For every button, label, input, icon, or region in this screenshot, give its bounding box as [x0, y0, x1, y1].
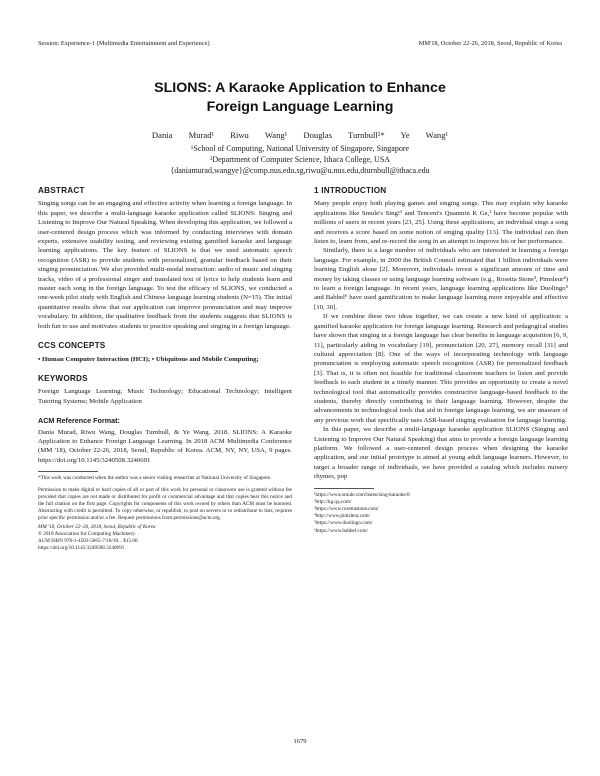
ccs-text: • Human Computer Interaction (HCI); • Ubiquitous and Mobile Computing; — [38, 355, 259, 363]
footnote-5: ⁵https://www.duolingo.com/ — [314, 520, 373, 527]
left-column — [38, 186, 292, 552]
intro-paragraph-2: Similarly, there is a large number of individuals who are interested in learning a foreign language. For example, in 2000 the British Council estimated that 1 billion individuals were learning English alone [2]. Moreover, individuals invest a significant amount of time and money by taking classes or using language learning software (e.g., Rosetta Stone³, Pimsleur⁴) to learn a foreign language. In recent years, language learning applications like Duolingo⁵ and Babbel⁶ have used gamification to make language learning more enjoyable and effective [10, 30]. — [314, 247, 568, 311]
title-line-1: SLIONS: A Karaoke Application to Enhance — [154, 80, 446, 96]
title-line-2: Foreign Language Learning — [206, 99, 394, 115]
right-column — [314, 186, 568, 535]
acm-ref-text: Dania Murad, Riwu Wang, Douglas Turnbull, & Ye Wang. 2018. SLIONS: A Karaoke Application to Enhance Foreign Language Learning. In 2018 ACM Multimedia Conference (MM '18), October 22-26, 2018, Seoul, Republic of Korea. ACM, NY, NY, USA, 9 pages. https://doi.org/10.1145/3240508.3240691 — [38, 428, 292, 464]
footnote-3: ³https://www.rosettastone.com/ — [314, 506, 379, 512]
abstract-text: Singing songs can be an engaging and effective activity when learning a foreign language. In this paper, we describe a multi-language karaoke application called SLIONS: Singing and Listening to Improve Our Natural Speaking. When developing this application, we followed a user-centered design process which was informed by conducting interviews with domain experts, extensive usability testing, and reviewing existing gamified karaoke and language learning applications. The key feature of SLIONS is that we used automatic speech recognition (ASR) to provide students with personalized, granular feedback based on their singing pronunciation. We also provided multi-modal instruction: audio of music and singing tracks, video of a professional singer and translated text of lyrics to help students learn and master each song in the foreign language. To test the efficacy of SLIONS, we conducted a one-week pilot study with English and Chinese language learning students (N=15). The initial quantitative results show that our application can improve pronunciation and may improve vocabulary. In addition, the qualitative feedback from the students suggests that SLIONS is both fun to use and motivates students to practice speaking and singing in a foreign language. — [38, 200, 292, 330]
author-footnote: *This work was conducted when the author was a senior visiting researcher at National University of Singapore. — [38, 475, 272, 482]
intro-heading: 1 INTRODUCTION — [314, 186, 387, 195]
paper-title — [40, 79, 560, 117]
pub-venue: MM '18, October 22–26, 2018, Seoul, Republic of Korea — [38, 524, 156, 531]
page-number: 1679 — [293, 738, 307, 745]
ccs-heading: CCS CONCEPTS — [38, 341, 106, 351]
header-session: Session: Experience-1 (Multimedia Entertainment and Experience) — [38, 40, 210, 47]
acm-ref-heading: ACM Reference Format: — [38, 416, 120, 426]
permission-notice: Permission to make digital or hard copies of all or part of this work for personal or classroom use is granted without fee provided that copies are not made or distributed for profit or commercial advantage and that copies bear this notice and the full citation on the first page. Copyrights for components of this work owned by others than ACM must be honored. Abstracting with credit is permitted. To copy otherwise, or republish, to post on servers or to redistribute to lists, requires prior specific permission and/or a fee. Request permissions from permissions@acm.org. — [38, 487, 292, 522]
header-conference: MM'18, October 22-26, 2018, Seoul, Republic of Korea — [418, 40, 562, 47]
footnote-2: ²http://kg.qq.com/ — [314, 498, 352, 505]
footnote-4: ⁴http://www.pimsleur.com/ — [314, 513, 370, 520]
author-list: Dania Murad¹ Riwu Wang¹ Douglas Turnbull²* Ye Wang¹ — [151, 130, 449, 140]
footnote-list — [314, 492, 568, 535]
footnote-1: ¹https://www.smule.com/listen/sing-karaoke/8 — [314, 491, 410, 498]
affiliation-2: ²Department of Computer Science, Ithaca College, USA — [209, 155, 391, 164]
footnote-rule-right — [314, 488, 374, 489]
intro-paragraph-3: If we combine these two ideas together, we can create a new kind of application: a gamified karaoke application for foreign language learning. Research and pedagogical studies have shown that singing in a foreign language has clear benefits in language acquisition [6, 9, 11], particularly aiding in vocabulary [19], pronunciation [20, 27], memory recall [31] and cultural appreciation [8]. One of the ways of incorporating technology with language pronunciation is employing automatic speech recognition (ASR) for personalized feedback [3]. That is, it is often not feasible for traditional classroom teachers to listen and provide feedback to each student in a timely manner. This provides an opportunity to create a novel technological tool that automatically provides constructive language-based feedback to the students, thereby directly contributing to their language learning. However, despite the advancements in technological tools that aid in foreign language learning, we are unaware of any previous work that specifically uses ASR-based singing evaluation for language learning. — [314, 313, 568, 424]
pub-isbn: ACM ISBN 978-1-4503-5665-7/18/10... $15.00 — [38, 538, 138, 545]
intro-paragraph-1: Many people enjoy both playing games and singing songs. This may explain why karaoke applications like Smule's Sing!¹ and Tencent's Quanmin K Ge,² have become popular with millions of users in recent years [23, 25]. Using these applications, an individual sings a song and receives a score based on some notion of singing quality [13]. The individual can then listen to, learn from, and re-record the song in an attempt to improve his or her performance. — [314, 200, 568, 246]
footnote-rule — [38, 471, 98, 472]
footnote-6: ⁶https://www.babbel.com/ — [314, 527, 368, 534]
pub-doi: https://doi.org/10.1145/3240508.3240691 — [38, 545, 125, 552]
keywords-heading: KEYWORDS — [38, 373, 88, 383]
publication-info — [38, 524, 292, 552]
keywords-text: Foreign Language Learning; Music Technology; Educational Technology; Intelligent Tutoring Systems; Mobile Application — [38, 388, 292, 405]
pub-copyright: © 2018 Association for Computing Machinery. — [38, 531, 136, 538]
intro-paragraph-4: In this paper, we describe a multi-language karaoke application SLIONS (Singing and Listening to Improve Our Natural Speaking) that aims to provide a foreign language learning platform. We followed a user-centered design process when designing the karaoke application, and our initial prototype is aimed at young adult language learners. However, to target a broader range of individuals, we have provided a catalog which includes nursery rhymes, pop — [314, 426, 568, 481]
affiliation-1: ¹School of Computing, National University of Singapore, Singapore — [190, 144, 410, 153]
abstract-heading: ABSTRACT — [38, 186, 85, 195]
author-emails: {daniamurad,wangye}@comp.nus.edu.sg,riwu@u.nus.edu,dturnbull@ithaca.edu — [170, 166, 430, 175]
